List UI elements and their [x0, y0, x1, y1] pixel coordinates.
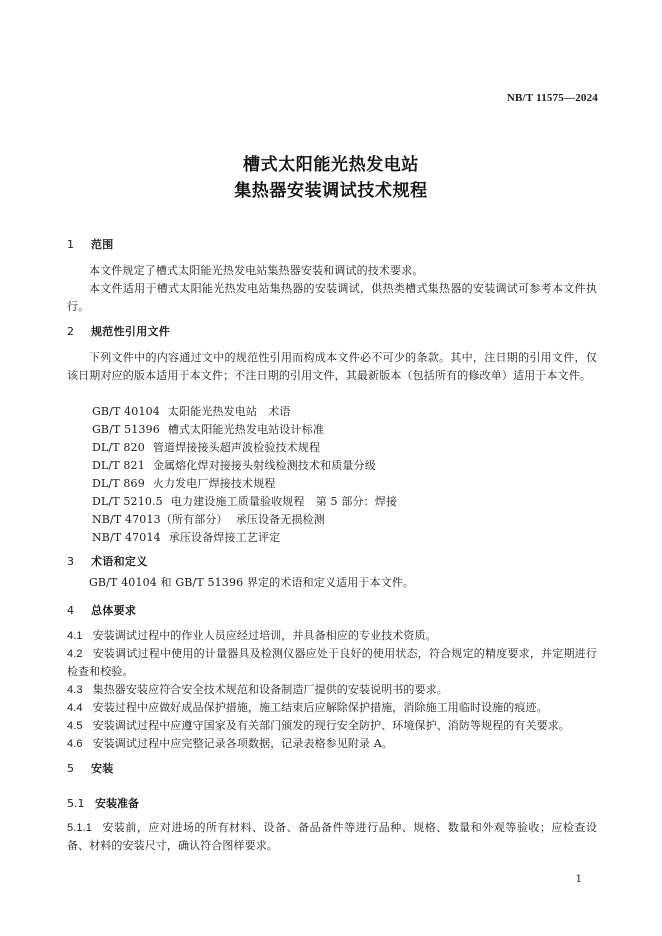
- clause-number: 4.1: [67, 630, 83, 642]
- document-title-line1: 槽式太阳能光热发电站: [243, 155, 419, 175]
- reference-title: 承压设备焊接工艺评定: [168, 531, 281, 544]
- section-number: 2: [67, 325, 75, 338]
- clause-text: 安装调试过程中使用的计量器具及检测仪器应处于良好的使用状态，符合规定的精度要求，并定期进行检查和校验。: [67, 647, 597, 678]
- section-number: 5: [67, 762, 75, 775]
- clause-4-2: [67, 645, 597, 681]
- reference-code: NB/T 47013（所有部分）: [92, 513, 228, 526]
- document-code: NB/T 11575—2024: [506, 92, 598, 104]
- section-title: 安装: [91, 762, 114, 775]
- clause-text: 安装调试过程中应遵守国家及有关部门颁发的现行安全防护、环境保护、消防等规程的有关要求。: [92, 719, 570, 732]
- document-title-line2: 集热器安装调试技术规程: [234, 181, 428, 201]
- section-1-heading: [67, 236, 114, 252]
- reference-code: DL/T 820: [92, 441, 145, 454]
- section-title: 规范性引用文件: [91, 325, 171, 338]
- section-title: 总体要求: [91, 604, 137, 617]
- reference-item: [92, 493, 397, 511]
- clause-number: 5.1.1: [67, 822, 92, 834]
- reference-item: [92, 439, 320, 457]
- reference-code: DL/T 5210.5: [92, 495, 163, 508]
- reference-code: GB/T 40104: [92, 405, 160, 418]
- clause-text: 安装调试过程中应完整记录各项数据，记录表格参见附录 A。: [92, 737, 393, 750]
- page-number: 1: [575, 874, 582, 885]
- subsection-title: 安装准备: [95, 797, 139, 810]
- reference-title: 承压设备无损检测: [235, 513, 325, 526]
- section-number: 4: [67, 604, 75, 617]
- clause-text: 集热器安装应符合安全技术规范和设备制造厂提供的安装说明书的要求。: [92, 683, 448, 696]
- section-title: 术语和定义: [91, 555, 148, 568]
- clause-text: 安装前，应对进场的所有材料、设备、备品备件等进行品种、规格、数量和外观等验收；应检查设备、材料的安装尺寸，确认符合图样要求。: [67, 821, 597, 852]
- clause-4-4: [67, 699, 597, 717]
- clause-number: 4.4: [67, 702, 83, 714]
- reference-title: 火力发电厂焊接技术规程: [152, 477, 276, 490]
- section-2-heading: [67, 323, 170, 339]
- clause-text: 安装过程中应做好成品保护措施，施工结束后应解除保护措施，消除施工用临时设施的痕迹。: [92, 701, 548, 714]
- reference-code: DL/T 821: [92, 459, 145, 472]
- clause-number: 4.3: [67, 684, 83, 696]
- reference-title: 管道焊接接头超声波检验技术规程: [152, 441, 321, 454]
- section-title: 范围: [91, 238, 114, 251]
- reference-item: [92, 475, 276, 493]
- section-5-heading: [67, 760, 114, 776]
- section-1-paragraph-2: 本文件适用于槽式太阳能光热发电站集热器的安装调试，供热类槽式集热器的安装调试可参考本文件执行。: [67, 282, 597, 313]
- reference-item: [92, 511, 325, 529]
- reference-item: [92, 403, 291, 421]
- reference-title: 太阳能光热发电站 术语: [167, 405, 291, 418]
- subsection-5-1-heading: [67, 795, 139, 811]
- reference-code: NB/T 47014: [92, 531, 161, 544]
- section-number: 3: [67, 555, 75, 568]
- section-4-heading: [67, 602, 136, 618]
- reference-title: 金属熔化焊对接接头射线检测技术和质量分级: [152, 459, 376, 472]
- clause-4-6: [67, 735, 597, 753]
- section-3-heading: [67, 553, 148, 569]
- reference-code: DL/T 869: [92, 477, 145, 490]
- clause-number: 4.6: [67, 738, 83, 750]
- clause-number: 4.2: [67, 648, 83, 660]
- reference-code: GB/T 51396: [92, 423, 160, 436]
- clause-5-1-1: [67, 819, 597, 855]
- section-1-paragraph-1: 本文件规定了槽式太阳能光热发电站集热器安装和调试的技术要求。: [89, 264, 424, 277]
- reference-title: 槽式太阳能光热发电站设计标准: [167, 423, 325, 436]
- reference-item: [92, 421, 324, 439]
- clause-4-1: [67, 627, 597, 645]
- reference-item: [92, 529, 280, 547]
- clause-4-5: [67, 717, 597, 735]
- section-number: 1: [67, 238, 75, 251]
- section-3-paragraph-1: GB/T 40104 和 GB/T 51396 界定的术语和定义适用于本文件。: [89, 576, 415, 589]
- clause-4-3: [67, 681, 597, 699]
- reference-title: 电力建设施工质量验收规程 第 5 部分：焊接: [170, 495, 398, 508]
- reference-item: [92, 457, 376, 475]
- clause-number: 4.5: [67, 720, 83, 732]
- section-2-paragraph-1: 下列文件中的内容通过文中的规范性引用而构成本文件必不可少的条款。其中，注日期的引用文件，仅该日期对应的版本适用于本文件；不注日期的引用文件，其最新版本（包括所有的修改单）适用于本文件。: [67, 351, 597, 382]
- subsection-number: 5.1: [67, 797, 85, 810]
- clause-text: 安装调试过程中的作业人员应经过培训，并具备相应的专业技术资质。: [92, 629, 437, 642]
